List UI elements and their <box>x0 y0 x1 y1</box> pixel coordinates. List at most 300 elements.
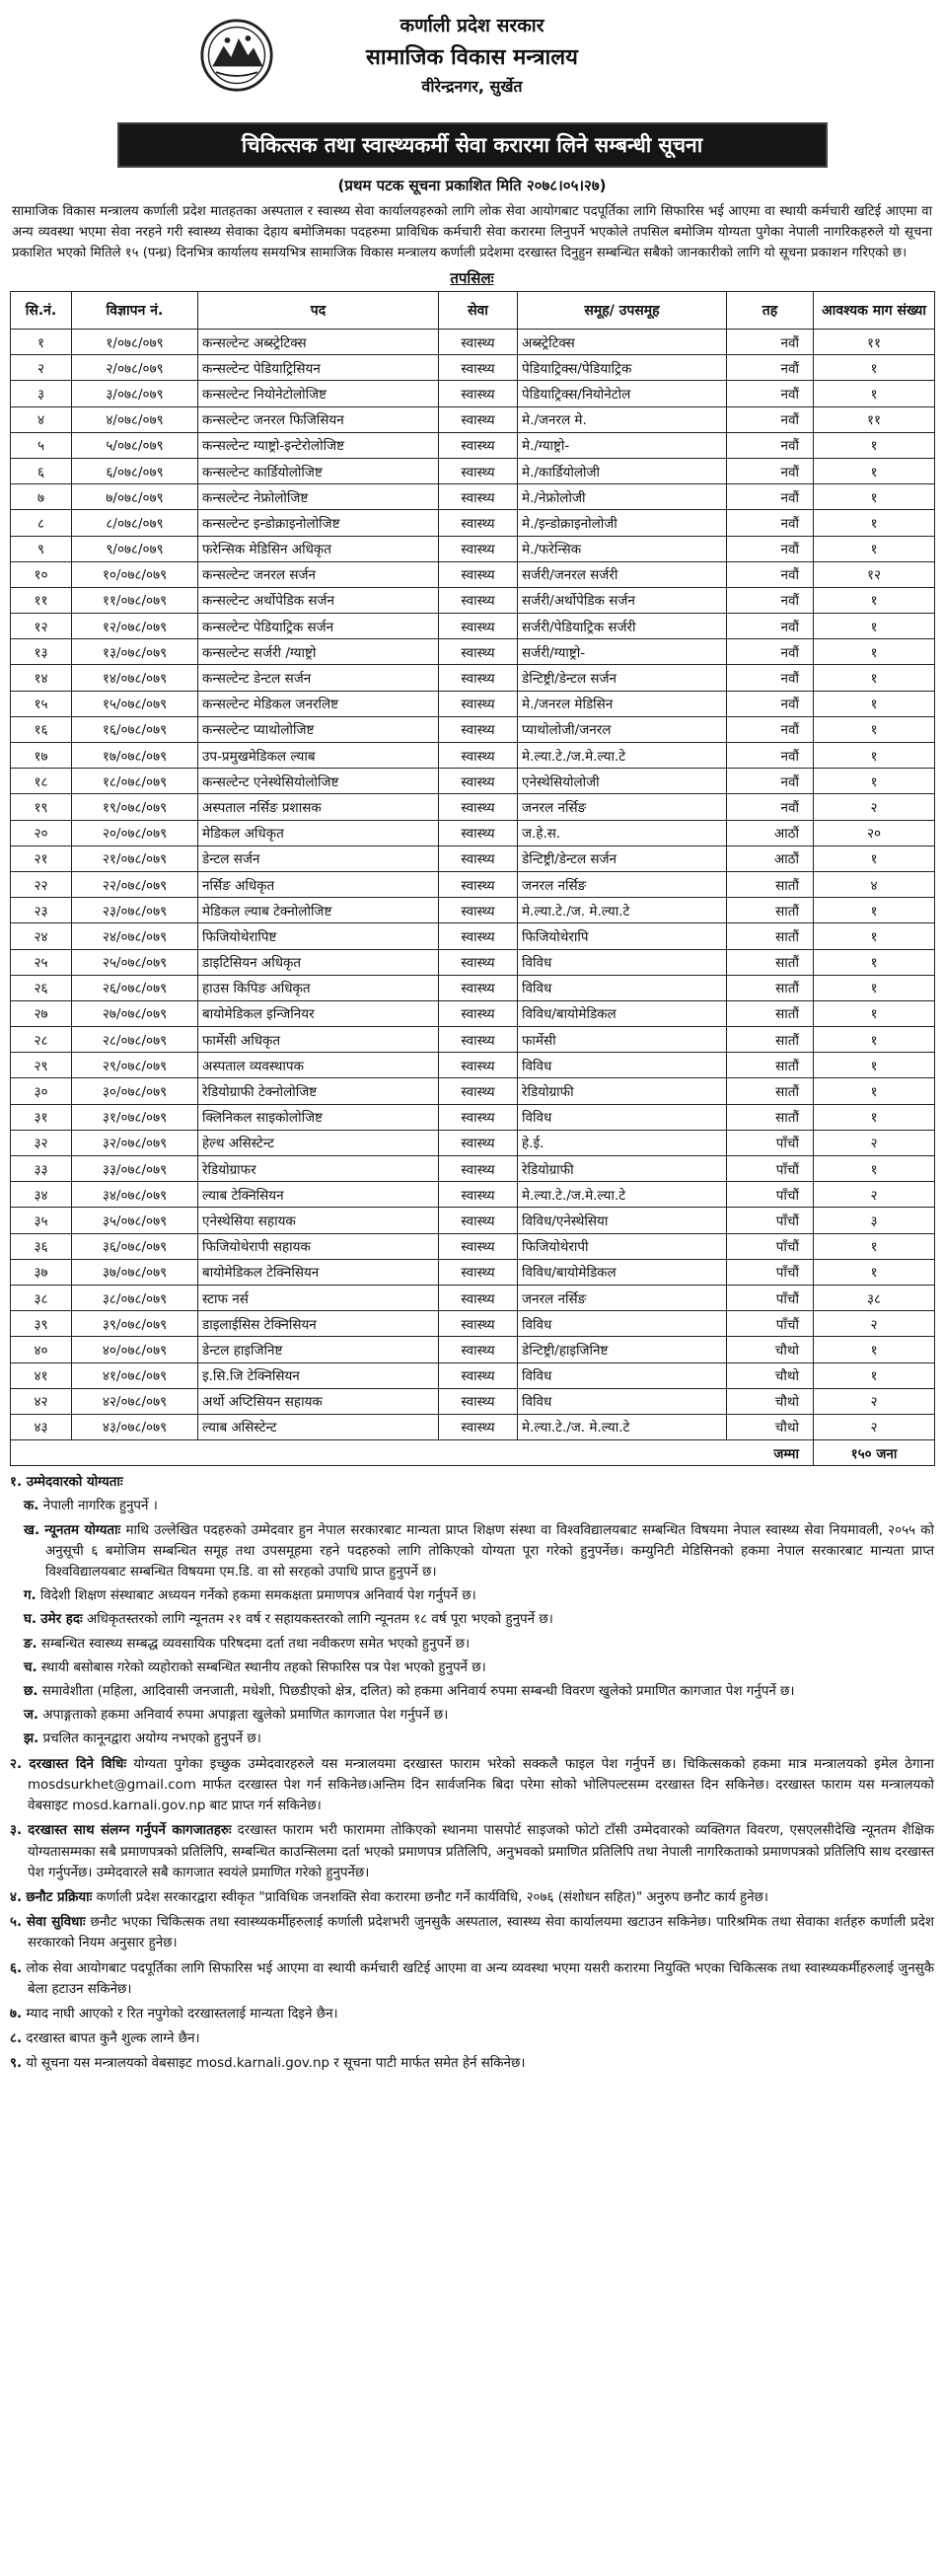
cell-level: सातौं <box>727 1000 814 1026</box>
cell-post: रेडियोग्राफर <box>198 1156 439 1182</box>
table-row <box>11 1233 935 1259</box>
cell-group: मे./ग्याष्ट्रो- <box>518 432 727 458</box>
cell-service: स्वास्थ्य <box>439 355 518 381</box>
cell-group: मे./नेफ्रोलोजी <box>518 484 727 510</box>
cell-level: नवौं <box>727 614 814 639</box>
notice-header <box>10 12 934 122</box>
cell-post: कन्सल्टेन्ट जनरल फिजिसियन <box>198 406 439 432</box>
cell-service: स्वास्थ्य <box>439 1182 518 1208</box>
cell-level: सातौं <box>727 923 814 949</box>
cell-count: २० <box>814 820 935 846</box>
note-prefix: ५. <box>10 1915 23 1931</box>
table-row <box>11 975 935 1000</box>
cell-level: पाँचौं <box>727 1208 814 1233</box>
cell-sn: १५ <box>11 691 72 716</box>
note-text: कर्णाली प्रदेश सरकारद्वारा स्वीकृत "प्राविधिक जनशक्ति सेवा करारमा छनौट गर्ने कार्यविधि, २०७६ (संशोधन सहित)" अनुरुप छनौट कार्य हुनेछ। <box>96 1889 768 1905</box>
table-row <box>11 1156 935 1182</box>
table-row <box>11 716 935 742</box>
cell-ad-number: ३८/०७८/०७९ <box>72 1285 198 1310</box>
cell-group: मे.ल्या.टे./ज.मे.ल्या.टे <box>518 1182 727 1208</box>
cell-service: स्वास्थ्य <box>439 691 518 716</box>
cell-post: डेन्टल हाइजिनिष्ट <box>198 1337 439 1362</box>
note-prefix: ख. <box>24 1522 40 1538</box>
cell-ad-number: १६/०७८/०७९ <box>72 716 198 742</box>
cell-level: नवौं <box>727 743 814 769</box>
col-header-service: सेवा <box>439 292 518 330</box>
cell-post: अर्थो अप्टिसियन सहायक <box>198 1388 439 1414</box>
cell-group: मे./इन्डोक्राइनोलोजी <box>518 510 727 536</box>
cell-group: जनरल नर्सिङ <box>518 1285 727 1310</box>
cell-ad-number: ३/०७८/०७९ <box>72 381 198 406</box>
numbered-note <box>10 1958 934 2000</box>
cell-level: आठौं <box>727 820 814 846</box>
cell-group: मे./जनरल मे. <box>518 406 727 432</box>
table-row <box>11 1414 935 1439</box>
col-header-level: तह <box>727 292 814 330</box>
cell-sn: २३ <box>11 898 72 923</box>
note-prefix: ४. <box>10 1889 23 1905</box>
table-row <box>11 1000 935 1026</box>
note-prefix: ७. <box>10 2006 23 2022</box>
table-row <box>11 1104 935 1130</box>
note-prefix: क. <box>24 1499 39 1514</box>
cell-service: स्वास्थ्य <box>439 406 518 432</box>
cell-post: कन्सल्टेन्ट पेडियाट्रिसियन <box>198 355 439 381</box>
table-row <box>11 1208 935 1233</box>
cell-post: मेडिकल अधिकृत <box>198 820 439 846</box>
cell-level: चौथो <box>727 1337 814 1362</box>
cell-service: स्वास्थ्य <box>439 614 518 639</box>
cell-service: स्वास्थ्य <box>439 484 518 510</box>
cell-service: स्वास्थ्य <box>439 1130 518 1155</box>
note-text: नेपाली नागरिक हुनुपर्ने । <box>42 1499 158 1514</box>
cell-sn: १४ <box>11 665 72 691</box>
cell-sn: २० <box>11 820 72 846</box>
note-label: दरखास्त साथ संलग्न गर्नुपर्ने कागजातहरुः <box>28 1823 232 1839</box>
note-text: माथि उल्लेखित पदहरुको उम्मेदवार हुन नेपाल सरकारबाट मान्यता प्राप्त शिक्षण संस्था वा विश्वविद्यालयबाट सम्बन्धित विषयमा नेपाल स्वास्थ्य सेवा नियमावली, २०५५ को अनुसूची ६ बमोजिम सम्बन्धित समूह तथा उपसमूहमा रहने पदहरुको लागि तोकिएको योग्यता पूरा गरेको हुनुपर्नेछ। कम्युनिटी मेडिसिनको हकमा नेपाल सरकारबाट मान्यता प्राप्त विश्वविद्यालयबाट सम्बन्धित विषयमा एम.डि. वा सो सरहको उपाधि प्राप्त हुनुपर्ने छ। <box>45 1522 934 1581</box>
table-row <box>11 639 935 665</box>
cell-ad-number: २७/०७८/०७९ <box>72 1000 198 1026</box>
table-row <box>11 743 935 769</box>
cell-count: १ <box>814 484 935 510</box>
cell-count: १ <box>814 1337 935 1362</box>
cell-count: १ <box>814 949 935 975</box>
table-row <box>11 820 935 846</box>
cell-sn: ७ <box>11 484 72 510</box>
cell-level: नवौं <box>727 794 814 820</box>
cell-sn: २७ <box>11 1000 72 1026</box>
cell-ad-number: २०/०७८/०७९ <box>72 820 198 846</box>
cell-count: १ <box>814 898 935 923</box>
table-row <box>11 846 935 871</box>
cell-count: १ <box>814 743 935 769</box>
cell-count: १ <box>814 432 935 458</box>
cell-level: पाँचौं <box>727 1182 814 1208</box>
cell-level: नवौं <box>727 381 814 406</box>
cell-ad-number: ३६/०७८/०७९ <box>72 1233 198 1259</box>
cell-ad-number: २८/०७८/०७९ <box>72 1027 198 1053</box>
cell-level: सातौं <box>727 1078 814 1104</box>
cell-ad-number: १/०७८/०७९ <box>72 330 198 355</box>
cell-post: कन्सल्टेन्ट नियोनेटोलोजिष्ट <box>198 381 439 406</box>
cell-sn: १८ <box>11 769 72 794</box>
cell-group: डेन्टिष्ट्री/डेन्टल सर्जन <box>518 665 727 691</box>
cell-group: डेन्टिष्ट्री/डेन्टल सर्जन <box>518 846 727 871</box>
cell-count: ११ <box>814 330 935 355</box>
cell-post: डाइटिसियन अधिकृत <box>198 949 439 975</box>
cell-ad-number: २/०७८/०७९ <box>72 355 198 381</box>
cell-post: डाइलाईसिस टेक्निसियन <box>198 1311 439 1337</box>
cell-ad-number: ३४/०७८/०७९ <box>72 1182 198 1208</box>
cell-count: १ <box>814 846 935 871</box>
notice-subtitle: (प्रथम पटक सूचना प्रकाशित मिति २०७८।०५।२७) <box>337 177 607 194</box>
cell-sn: ३८ <box>11 1285 72 1310</box>
cell-level: सातौं <box>727 1104 814 1130</box>
cell-service: स्वास्थ्य <box>439 743 518 769</box>
cell-service: स्वास्थ्य <box>439 1078 518 1104</box>
note-text: म्याद नाघी आएको र रित नपुगेको दरखास्तलाई मान्यता दिइने छैन। <box>26 2006 338 2022</box>
cell-count: १ <box>814 716 935 742</box>
cell-count: १ <box>814 691 935 716</box>
cell-group: जनरल नर्सिङ <box>518 871 727 897</box>
cell-ad-number: १२/०७८/०७९ <box>72 614 198 639</box>
cell-sn: १७ <box>11 743 72 769</box>
cell-level: सातौं <box>727 949 814 975</box>
table-total-row <box>11 1440 935 1466</box>
cell-post: मेडिकल ल्याब टेक्नोलोजिष्ट <box>198 898 439 923</box>
cell-ad-number: १४/०७८/०७९ <box>72 665 198 691</box>
numbered-notes <box>10 1754 934 2075</box>
cell-group: अब्स्ट्रेटिक्स <box>518 330 727 355</box>
cell-count: २ <box>814 1182 935 1208</box>
cell-count: १ <box>814 587 935 613</box>
cell-level: नवौं <box>727 484 814 510</box>
total-value: १५० जना <box>814 1440 935 1466</box>
cell-post: डेन्टल सर्जन <box>198 846 439 871</box>
numbered-note <box>10 2053 934 2074</box>
cell-level: नवौं <box>727 432 814 458</box>
cell-count: २ <box>814 794 935 820</box>
cell-ad-number: ४२/०७८/०७९ <box>72 1388 198 1414</box>
cell-service: स्वास्थ्य <box>439 1000 518 1026</box>
cell-sn: ४१ <box>11 1362 72 1388</box>
numbered-note <box>10 1887 934 1908</box>
cell-service: स्वास्थ्य <box>439 381 518 406</box>
cell-service: स्वास्थ्य <box>439 716 518 742</box>
cell-ad-number: २९/०७८/०७९ <box>72 1053 198 1078</box>
note-text: लोक सेवा आयोगबाट पदपूर्तिका लागि सिफारिस भई आएमा वा स्थायी कर्मचारी खटिई आएमा वा अन्य व्यवस्था भएमा यसरी करारमा नियुक्ति भएका चिकित्सक तथा स्वास्थ्यकर्मीहरुलाई जुनसुकै बेला हटाउन सकिनेछ। <box>26 1960 934 1997</box>
table-row <box>11 1182 935 1208</box>
cell-post: फिजियोथेरापी सहायक <box>198 1233 439 1259</box>
cell-service: स्वास्थ्य <box>439 1027 518 1053</box>
cell-ad-number: ३७/०७८/०७९ <box>72 1259 198 1285</box>
cell-service: स्वास्थ्य <box>439 923 518 949</box>
cell-count: २ <box>814 1414 935 1439</box>
cell-service: स्वास्थ्य <box>439 1311 518 1337</box>
cell-sn: ३१ <box>11 1104 72 1130</box>
total-label: जम्मा <box>11 1440 814 1466</box>
note-text: प्रचलित कानूनद्वारा अयोग्य नभएको हुनुपर्ने छ। <box>42 1731 261 1747</box>
cell-sn: ३९ <box>11 1311 72 1337</box>
table-row <box>11 871 935 897</box>
table-row <box>11 898 935 923</box>
table-row <box>11 949 935 975</box>
note-text: स्थायी बसोबास गरेको व्यहोराको सम्बन्धित स्थानीय तहको सिफारिस पत्र पेश भएको हुनुपर्ने छ। <box>40 1659 486 1675</box>
cell-sn: ३३ <box>11 1156 72 1182</box>
cell-sn: २१ <box>11 846 72 871</box>
col-header-count: आवश्यक माग संख्या <box>814 292 935 330</box>
note-text: अपाङ्गताको हकमा अनिवार्य रुपमा अपाङ्गता खुलेको प्रमाणित कागजात पेश गर्नुपर्ने छ। <box>42 1708 449 1724</box>
cell-ad-number: १०/०७८/०७९ <box>72 561 198 587</box>
cell-sn: २५ <box>11 949 72 975</box>
cell-ad-number: २५/०७८/०७९ <box>72 949 198 975</box>
cell-ad-number: १३/०७८/०७९ <box>72 639 198 665</box>
table-row <box>11 691 935 716</box>
cell-ad-number: ३२/०७८/०७९ <box>72 1130 198 1155</box>
eligibility-list <box>10 1496 934 1749</box>
cell-level: नवौं <box>727 330 814 355</box>
cell-service: स्वास्थ्य <box>439 871 518 897</box>
table-row <box>11 381 935 406</box>
note-label: सेवा सुविधाः <box>26 1915 86 1931</box>
cell-level: चौथो <box>727 1414 814 1439</box>
note-text: छनौट भएका चिकित्सक तथा स्वास्थ्यकर्मीहरुलाई कर्णाली प्रदेशभरी जुनसुकै अस्पताल, स्वास्थ्य सेवा कार्यालयमा खटाउन सकिनेछ। पारिश्रमिक तथा सेवाका शर्तहरु कर्णाली प्रदेश सरकारको नियम अनुसार हुनेछ। <box>28 1915 934 1951</box>
cell-count: ४ <box>814 871 935 897</box>
eligibility-item <box>10 1496 934 1516</box>
cell-post: कन्सल्टेन्ट अब्स्ट्रेटिक्स <box>198 330 439 355</box>
cell-service: स्वास्थ्य <box>439 330 518 355</box>
cell-post: कन्सल्टेन्ट अर्थोपेडिक सर्जन <box>198 587 439 613</box>
cell-group: रेडियोग्राफी <box>518 1078 727 1104</box>
note-text: योग्यता पुगेका इच्छुक उम्मेदवारहरुले यस मन्त्रालयमा दरखास्त फाराम भरेको सक्कलै फाइल पेश गर्नुपर्ने छ। चिकित्सकको हकमा मात्र मन्त्रालयको इमेल ठेगाना mosdsurkhet@gmail.com मार्फत दरखास्त पेश गर्न सकिनेछ।अन्तिम दिन सार्वजनिक बिदा परेमा सोको भोलिपल्टसम्म दरखास्त दिन सकिनेछ। दरखास्त फाराम यस मन्त्रालयको वेबसाइट mosd.karnali.gov.np बाट प्राप्त गर्न सकिनेछ। <box>28 1756 934 1814</box>
numbered-note <box>10 1912 934 1953</box>
cell-group: मे.ल्या.टे./ज. मे.ल्या.टे <box>518 898 727 923</box>
table-row <box>11 614 935 639</box>
ministry-location: वीरेन्द्रनगर, सुर्खेत <box>421 77 523 96</box>
cell-group: हे.ई. <box>518 1130 727 1155</box>
note-prefix: छ. <box>24 1684 38 1700</box>
cell-ad-number: ५/०७८/०७९ <box>72 432 198 458</box>
cell-ad-number: ९/०७८/०७९ <box>72 536 198 561</box>
cell-sn: ३४ <box>11 1182 72 1208</box>
eligibility-item <box>10 1634 934 1655</box>
cell-sn: ९ <box>11 536 72 561</box>
note-prefix: ३. <box>10 1823 23 1839</box>
cell-level: नवौं <box>727 587 814 613</box>
ministry-name: सामाजिक विकास मन्त्रालय <box>366 45 578 70</box>
cell-service: स्वास्थ्य <box>439 846 518 871</box>
cell-group: रेडियोग्राफी <box>518 1156 727 1182</box>
cell-ad-number: १९/०७८/०७९ <box>72 794 198 820</box>
cell-level: पाँचौं <box>727 1130 814 1155</box>
cell-group: सर्जरी/ग्याष्ट्रो- <box>518 639 727 665</box>
cell-post: ल्याब टेक्निसियन <box>198 1182 439 1208</box>
cell-service: स्वास्थ्य <box>439 536 518 561</box>
table-row <box>11 665 935 691</box>
cell-count: २ <box>814 1311 935 1337</box>
note-prefix: २. <box>10 1756 23 1772</box>
cell-service: स्वास्थ्य <box>439 510 518 536</box>
cell-post: अस्पताल व्यवस्थापक <box>198 1053 439 1078</box>
cell-sn: ३७ <box>11 1259 72 1285</box>
cell-service: स्वास्थ्य <box>439 1156 518 1182</box>
cell-sn: ३५ <box>11 1208 72 1233</box>
cell-sn: ६ <box>11 458 72 483</box>
cell-post: स्टाफ नर्स <box>198 1285 439 1310</box>
cell-post: कन्सल्टेन्ट ग्याष्ट्रो-इन्टेरोलोजिष्ट <box>198 432 439 458</box>
cell-sn: ८ <box>11 510 72 536</box>
note-prefix: ङ. <box>24 1636 37 1652</box>
cell-service: स्वास्थ्य <box>439 794 518 820</box>
cell-level: नवौं <box>727 691 814 716</box>
cell-service: स्वास्थ्य <box>439 587 518 613</box>
cell-service: स्वास्थ्य <box>439 1337 518 1362</box>
cell-group: मे.ल्या.टे./ज. मे.ल्या.टे <box>518 1414 727 1439</box>
cell-post: कन्सल्टेन्ट प्याथोलोजिष्ट <box>198 716 439 742</box>
cell-level: पाँचौं <box>727 1285 814 1310</box>
eligibility-item <box>10 1520 934 1583</box>
table-row <box>11 1285 935 1310</box>
cell-group: सर्जरी/अर्थोपेडिक सर्जन <box>518 587 727 613</box>
cell-level: नवौं <box>727 665 814 691</box>
note-label: छनौट प्रक्रियाः <box>26 1889 93 1905</box>
eligibility-item <box>10 1681 934 1702</box>
cell-ad-number: ४०/०७८/०७९ <box>72 1337 198 1362</box>
intro-paragraph: सामाजिक विकास मन्त्रालय कर्णाली प्रदेश मातहतका अस्पताल र स्वास्थ्य सेवा कार्यालयहरुको लागि लोक सेवा आयोगबाट पदपूर्तिका लागि सिफारिस भई आएमा वा स्थायी कर्मचारी खटिई आएमा वा अन्य व्यवस्था भएमा सेवा नरहने गरी स्वास्थ्य सेवाका देहाय बमोजिमका पदहरुमा प्राविधिक कर्मचारी सेवा करारमा लिनुपर्ने भएकोले तपसिल बमोजिम योग्यता पुगेका नेपाली नागरिकहरुले यो सूचना प्रकाशित भएको मितिले १५ (पन्ध्र) दिनभित्र कार्यालय समयभित्र सामाजिक विकास मन्त्रालय कर्णाली प्रदेशमा दरखास्त दिनुहुन सम्बन्धित सबैको जानकारीको लागि यो सूचना प्रकाशन गरिएको छ। <box>12 204 932 260</box>
cell-service: स्वास्थ्य <box>439 975 518 1000</box>
cell-group: विविध <box>518 1053 727 1078</box>
cell-level: नवौं <box>727 716 814 742</box>
cell-count: १ <box>814 458 935 483</box>
cell-post: कन्सल्टेन्ट एनेस्थेसियोलोजिष्ट <box>198 769 439 794</box>
government-emblem-icon <box>199 18 274 93</box>
cell-sn: १ <box>11 330 72 355</box>
cell-group: मे./जनरल मेडिसिन <box>518 691 727 716</box>
cell-count: १ <box>814 614 935 639</box>
cell-ad-number: ६/०७८/०७९ <box>72 458 198 483</box>
col-header-sn: सि.नं. <box>11 292 72 330</box>
cell-count: १ <box>814 639 935 665</box>
cell-level: नवौं <box>727 406 814 432</box>
cell-sn: ११ <box>11 587 72 613</box>
table-row <box>11 536 935 561</box>
cell-service: स्वास्थ्य <box>439 1208 518 1233</box>
table-row <box>11 510 935 536</box>
cell-count: ११ <box>814 406 935 432</box>
cell-service: स्वास्थ्य <box>439 898 518 923</box>
table-header-row <box>11 292 935 330</box>
cell-group: विविध <box>518 949 727 975</box>
col-header-post: पद <box>198 292 439 330</box>
cell-group: मे./फरेन्सिक <box>518 536 727 561</box>
cell-service: स्वास्थ्य <box>439 820 518 846</box>
cell-level: नवौं <box>727 510 814 536</box>
cell-level: नवौं <box>727 458 814 483</box>
cell-count: १ <box>814 923 935 949</box>
table-row <box>11 794 935 820</box>
cell-sn: ३ <box>11 381 72 406</box>
cell-count: १ <box>814 975 935 1000</box>
cell-group: विविध <box>518 1388 727 1414</box>
cell-group: फिजियोथेरापी <box>518 1233 727 1259</box>
cell-level: आठौं <box>727 846 814 871</box>
cell-sn: ४ <box>11 406 72 432</box>
cell-ad-number: ७/०७८/०७९ <box>72 484 198 510</box>
cell-group: विविध <box>518 975 727 1000</box>
cell-post: कन्सल्टेन्ट मेडिकल जनरलिष्ट <box>198 691 439 716</box>
cell-ad-number: ११/०७८/०७९ <box>72 587 198 613</box>
cell-count: १ <box>814 1104 935 1130</box>
cell-count: १ <box>814 1259 935 1285</box>
cell-ad-number: २२/०७८/०७९ <box>72 871 198 897</box>
cell-count: ३८ <box>814 1285 935 1310</box>
cell-level: नवौं <box>727 769 814 794</box>
table-row <box>11 561 935 587</box>
table-row <box>11 1130 935 1155</box>
cell-count: १ <box>814 1078 935 1104</box>
note-text: सम्बन्धित स्वास्थ्य सम्बद्ध व्यवसायिक परिषदमा दर्ता तथा नवीकरण समेत भएको हुनुपर्ने छ। <box>40 1636 471 1652</box>
cell-count: २ <box>814 1130 935 1155</box>
cell-service: स्वास्थ्य <box>439 639 518 665</box>
cell-count: १ <box>814 1053 935 1078</box>
cell-ad-number: २४/०७८/०७९ <box>72 923 198 949</box>
government-name: कर्णाली प्रदेश सरकार <box>399 15 545 37</box>
eligibility-heading: १. उम्मेदवारको योग्यताः <box>10 1475 123 1491</box>
col-header-group: समूह/ उपसमूह <box>518 292 727 330</box>
cell-level: नवौं <box>727 561 814 587</box>
note-prefix: ९. <box>10 2056 23 2072</box>
note-prefix: झ. <box>24 1731 39 1747</box>
cell-post: उप-प्रमुखमेडिकल ल्याब <box>198 743 439 769</box>
cell-ad-number: ३९/०७८/०७९ <box>72 1311 198 1337</box>
note-text: विदेशी शिक्षण संस्थाबाट अध्ययन गर्नेको हकमा समकक्षता प्रमाणपत्र अनिवार्य पेश गर्नुपर्ने छ। <box>39 1588 476 1604</box>
cell-sn: ३० <box>11 1078 72 1104</box>
cell-count: १ <box>814 1027 935 1053</box>
notice-notes <box>10 1472 934 2074</box>
cell-count: १ <box>814 665 935 691</box>
cell-count: ३ <box>814 1208 935 1233</box>
cell-count: १ <box>814 536 935 561</box>
note-text: दरखास्त फाराम भरी फाराममा तोकिएको स्थानमा पासपोर्ट साइजको फोटो टाँसी उम्मेदवारको व्यक्तिगत विवरण, एसएलसीदेखि न्यूनतम शैक्षिक योग्यतासम्मका सबै प्रमाणपत्रको प्रतिलिपि, सम्बन्धित काउन्सिलमा दर्ता भएको प्रमाणपत्र प्रतिलिपि, अनुभवको प्रमाणित प्रतिलिपि तथा नेपाली नागरिकताको प्रमाणपत्रको प्रतिलिपि साथ दरखास्त पेश गर्नुपर्नेछ। उम्मेदवारले सबै कागजात स्वयंले प्रमाणित गरेको हुनुपर्नेछ। <box>28 1823 934 1880</box>
cell-post: कन्सल्टेन्ट डेन्टल सर्जन <box>198 665 439 691</box>
table-row <box>11 1388 935 1414</box>
cell-ad-number: २३/०७८/०७९ <box>72 898 198 923</box>
cell-level: पाँचौं <box>727 1156 814 1182</box>
cell-post: कन्सल्टेन्ट सर्जरी /ग्याष्ट्रो <box>198 639 439 665</box>
note-prefix: च. <box>24 1659 37 1675</box>
cell-post: ल्याब असिस्टेन्ट <box>198 1414 439 1439</box>
cell-group: विविध <box>518 1362 727 1388</box>
table-row <box>11 406 935 432</box>
note-label: न्यूनतम योग्यताः <box>44 1522 121 1538</box>
eligibility-item <box>10 1729 934 1749</box>
cell-group: सर्जरी/पेडियाट्रिक सर्जरी <box>518 614 727 639</box>
cell-ad-number: २१/०७८/०७९ <box>72 846 198 871</box>
eligibility-item <box>10 1609 934 1630</box>
cell-service: स्वास्थ्य <box>439 1414 518 1439</box>
cell-service: स्वास्थ्य <box>439 769 518 794</box>
cell-service: स्वास्थ्य <box>439 1053 518 1078</box>
cell-ad-number: ४३/०७८/०७९ <box>72 1414 198 1439</box>
table-row <box>11 484 935 510</box>
cell-sn: ४३ <box>11 1414 72 1439</box>
cell-sn: २ <box>11 355 72 381</box>
posts-table-body <box>11 330 935 1440</box>
cell-service: स्वास्थ्य <box>439 458 518 483</box>
cell-sn: २८ <box>11 1027 72 1053</box>
cell-sn: ५ <box>11 432 72 458</box>
cell-post: फिजियोथेरापिष्ट <box>198 923 439 949</box>
